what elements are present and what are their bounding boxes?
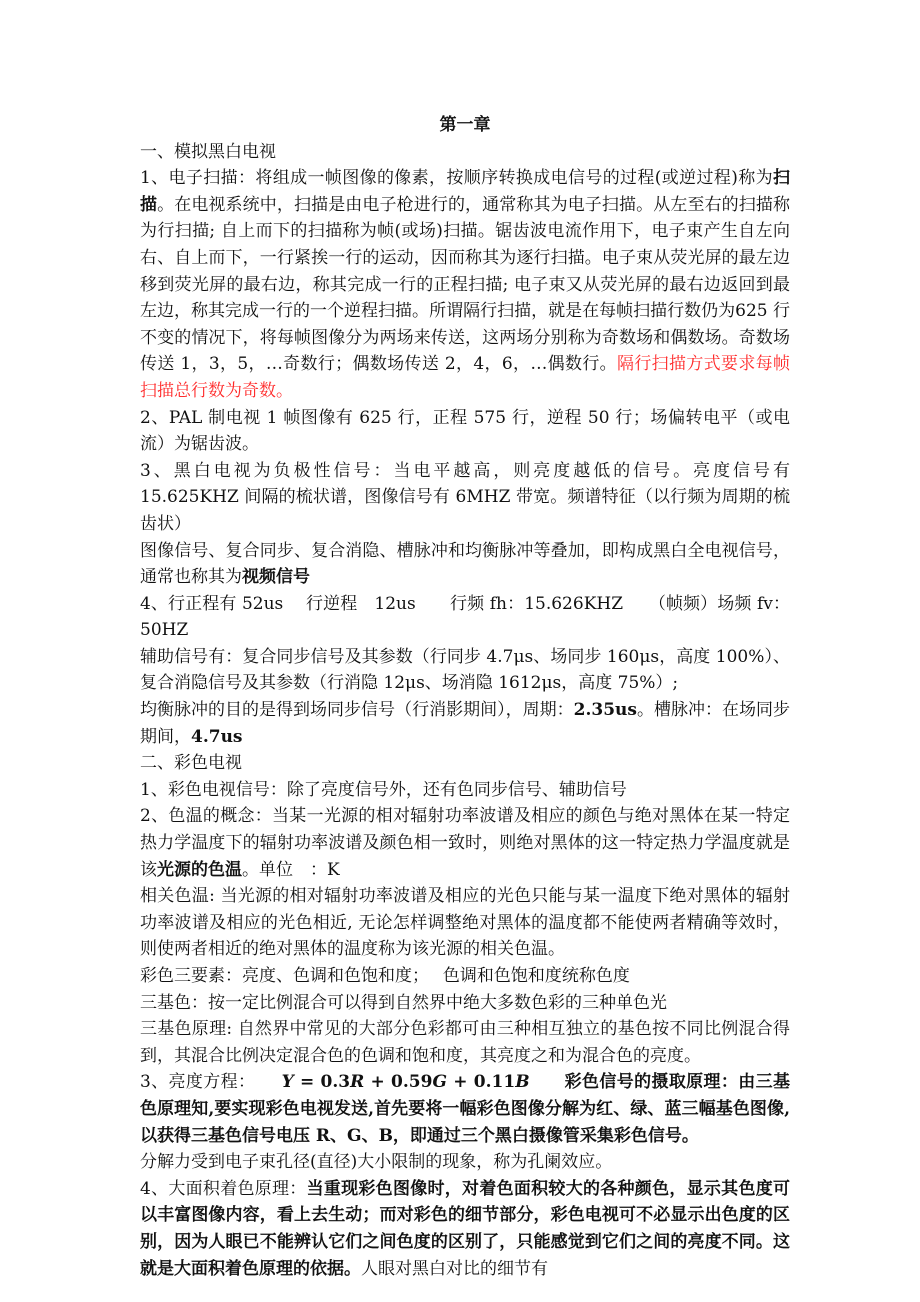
paragraph-aux-signals: 辅助信号有：复合同步信号及其参数（行同步 4.7μs、场同步 160μs，高度 100%）、复合消隐信号及其参数（行消隐 12μs、场消隐 1612μs，高度 75%）; [140, 646, 790, 694]
paragraph-luminance-equation: 3、亮度方程： Y = 0.3R + 0.59G + 0.11B 彩色信号的摄取原理：由三基色原理知,要实现彩色电视发送,首先要将一幅彩色图像分解为红、绿、蓝三幅基色图像,以获得三基色信号电压 R、G、B，即通过三个黑白摄像管采集彩色信号。 [140, 1072, 790, 1146]
paragraph-three-elements: 彩色三要素：亮度、色调和色饱和度； 色调和色饱和度统称色度 [140, 966, 630, 986]
paragraph-equalizing: 均衡脉冲的目的是得到场同步信号（行消影期间），周期：2.35us。槽脉冲：在场同步期间，4.7us [140, 700, 791, 747]
highlight-text: 隔行扫描方式要求每帧扫描总行数为奇数。 [140, 354, 791, 401]
document-body [140, 112, 790, 1282]
paragraph-aperture-effect: 分解力受到电子束孔径(直径)大小限制的现象，称为孔阑效应。 [140, 1152, 613, 1173]
paragraph-bw-signal: 3、黑白电视为负极性信号：当电平越高，则亮度越低的信号。亮度信号有15.625KHZ 间隔的梳状谱，图像信号有 6MHZ 带宽。频谱特征（以行频为周期的梳齿状） [140, 460, 790, 534]
paragraph-primaries-principle: 三基色原理: 自然界中常见的大部分色彩都可由三种相互独立的基色按不同比例混合得到，其混合比例决定混合色的色调和饱和度，其亮度之和为混合色的亮度。 [140, 1019, 790, 1066]
chapter-title: 第一章 [439, 115, 491, 135]
section-heading-1: 一、模拟黑白电视 [140, 141, 276, 162]
paragraph-color-signal: 1、彩色电视信号：除了亮度信号外，还有色同步信号、辅助信号 [140, 779, 627, 800]
luminance-equation: Y = 0.3R + 0.59G + 0.11B [281, 1072, 530, 1093]
paragraph-correlated-temp: 相关色温: 当光源的相对辐射功率波谱及相应的光色只能与某一温度下绝对黑体的辐射功率波谱及相应的光色相近, 无论怎样调整绝对黑体的温度都不能使两者精确等效时，则使两者相近的绝对黑体的温度称为该光源的相关色温。 [140, 886, 790, 960]
paragraph-line-timing: 4、行正程有 52us 行逆程 12us 行频 fh：15.626KHZ （帧频）场频 fv：50HZ [140, 593, 790, 641]
section-heading-2: 二、彩色电视 [140, 753, 242, 774]
paragraph-large-area-coloring: 4、大面积着色原理：当重现彩色图像时，对着色面积较大的各种颜色，显示其色度可以丰富图像内容，看上去生动；而对彩色的细节部分，彩色电视可不必显示出色度的区别，因为人眼已不能辨认它们之间色度的区别了，只能感觉到它们之间的亮度不同。这就是大面积着色原理的依据。人眼对黑白对比的细节有 [140, 1178, 790, 1279]
paragraph-pal: 2、PAL 制电视 1 帧图像有 625 行，正程 575 行，逆程 50 行；场偏转电平（或电流）为锯齿波。 [140, 407, 790, 455]
paragraph-scanning: 1、电子扫描：将组成一帧图像的像素，按顺序转换成电信号的过程(或逆过程)称为扫描。在电视系统中，扫描是由电子枪进行的，通常称其为电子扫描。从左至右的扫描称为行扫描; 自上而下的扫描称为帧(或场)扫描。锯齿波电流作用下，电子束产生自左向右、自上而下，一行紧挨一行的运动，因而称其为逐行扫描。电子束从荧光屏的最左边移到荧光屏的最右边，称其完成一行的正程扫描; 电子束又从荧光屏的最右边返回到最左边，称其完成一行的一个逆程扫描。所谓隔行扫描，就是在每帧扫描行数仍为625 行不变的情况下，将每帧图像分为两场来传送，这两场分别称为奇数场和偶数场。奇数场传送 1，3，5，…奇数行；偶数场传送 2，4，6，…偶数行。隔行扫描方式要求每帧扫描总行数为奇数。 [140, 168, 791, 401]
paragraph-primaries: 三基色：按一定比例混合可以得到自然界中绝大多数色彩的三种单色光 [140, 992, 667, 1013]
paragraph-color-temp: 2、色温的概念：当某一光源的相对辐射功率波谱及相应的颜色与绝对黑体在某一特定热力学温度下的辐射功率波谱及颜色相一致时，则绝对黑体的这一特定热力学温度就是该光源的色温。单位 ：K [140, 806, 790, 880]
paragraph-video-signal: 图像信号、复合同步、复合消隐、槽脉冲和均衡脉冲等叠加，即构成黑白全电视信号，通常也称其为视频信号 [140, 540, 790, 588]
